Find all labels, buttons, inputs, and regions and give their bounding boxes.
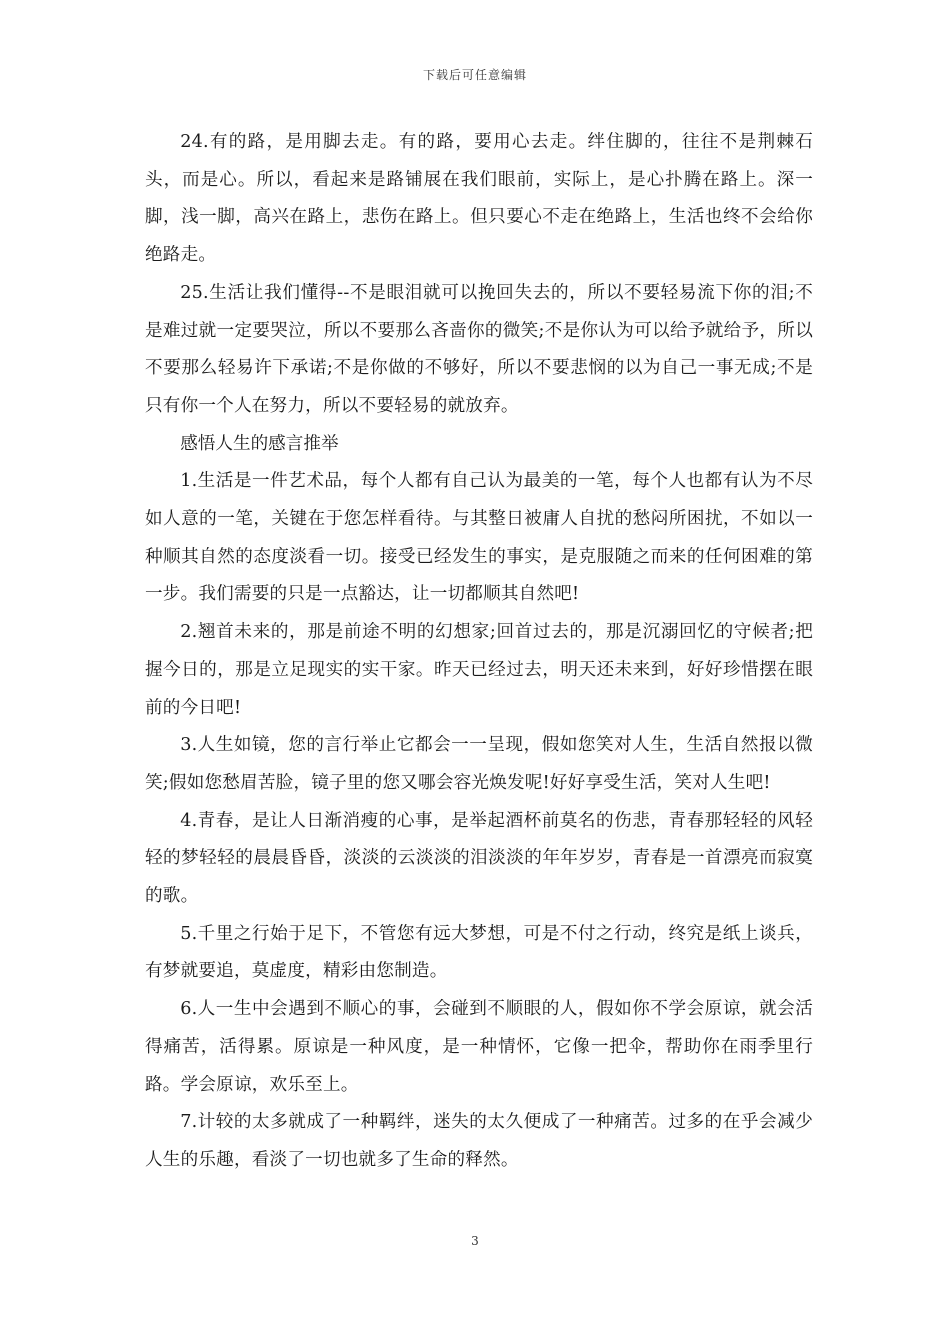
list-item-5: 5.千里之行始于足下，不管您有远大梦想，可是不付之行动，终究是纸上谈兵，有梦就要追，莫虚度，精彩由您制造。 [145, 923, 813, 982]
paragraph-24: 24.有的路，是用脚去走。有的路，要用心去走。绊住脚的，往往不是荆棘石头，而是心。所以，看起来是路铺展在我们眼前，实际上，是心扑腾在路上。深一脚，浅一脚，高兴在路上，悲伤在路上。但只要心不走在绝路上，生活也终不会给你绝路走。 [145, 132, 813, 266]
list-item-3: 3.人生如镜，您的言行举止它都会一一呈现，假如您笑对人生，生活自然报以微笑;假如您愁眉苦脸，镜子里的您又哪会容光焕发呢!好好享受生活，笑对人生吧! [145, 735, 813, 793]
list-item-7: 7.计较的太多就成了一种羁绊，迷失的太久便成了一种痛苦。过多的在乎会减少人生的乐趣，看淡了一切也就多了生命的释然。 [145, 1112, 813, 1170]
page-number: 3 [471, 1234, 479, 1248]
paragraph-25: 25.生活让我们懂得--不是眼泪就可以挽回失去的，所以不要轻易流下你的泪;不是难过就一定要哭泣，所以不要那么吝啬你的微笑;不是你认为可以给予就给予，所以不要那么轻易许下承诺;不是你做的不够好，所以不要悲悯的以为自己一事无成;不是只有你一个人在努力，所以不要轻易的就放弃。 [145, 282, 813, 416]
document-body [145, 124, 813, 1180]
list-item-1: 1.生活是一件艺术品，每个人都有自己认为最美的一笔，每个人也都有认为不尽如人意的一笔，关键在于您怎样看待。与其整日被庸人自扰的愁闷所困扰，不如以一种顺其自然的态度淡看一切。接受已经发生的事实，是克服随之而来的任何困难的第一步。我们需要的只是一点豁达，让一切都顺其自然吧! [145, 471, 813, 605]
page-header: 下载后可任意编辑 [422, 68, 527, 82]
list-item-2: 2.翘首未来的，那是前途不明的幻想家;回首过去的，那是沉溺回忆的守候者;把握今日的，那是立足现实的实干家。昨天已经过去，明天还未来到，好好珍惜摆在眼前的今日吧! [145, 622, 813, 718]
section-title: 感悟人生的感言推举 [180, 433, 339, 454]
list-item-4: 4.青春，是让人日渐消瘦的心事，是举起酒杯前莫名的伤悲，青春那轻轻的风轻轻的梦轻轻的晨晨昏昏，淡淡的云淡淡的泪淡淡的年年岁岁，青春是一首漂亮而寂寞的歌。 [145, 810, 813, 907]
list-item-6: 6.人一生中会遇到不顺心的事，会碰到不顺眼的人，假如你不学会原谅，就会活得痛苦，活得累。原谅是一种风度，是一种情怀，它像一把伞，帮助你在雨季里行路。学会原谅，欢乐至上。 [145, 999, 813, 1095]
